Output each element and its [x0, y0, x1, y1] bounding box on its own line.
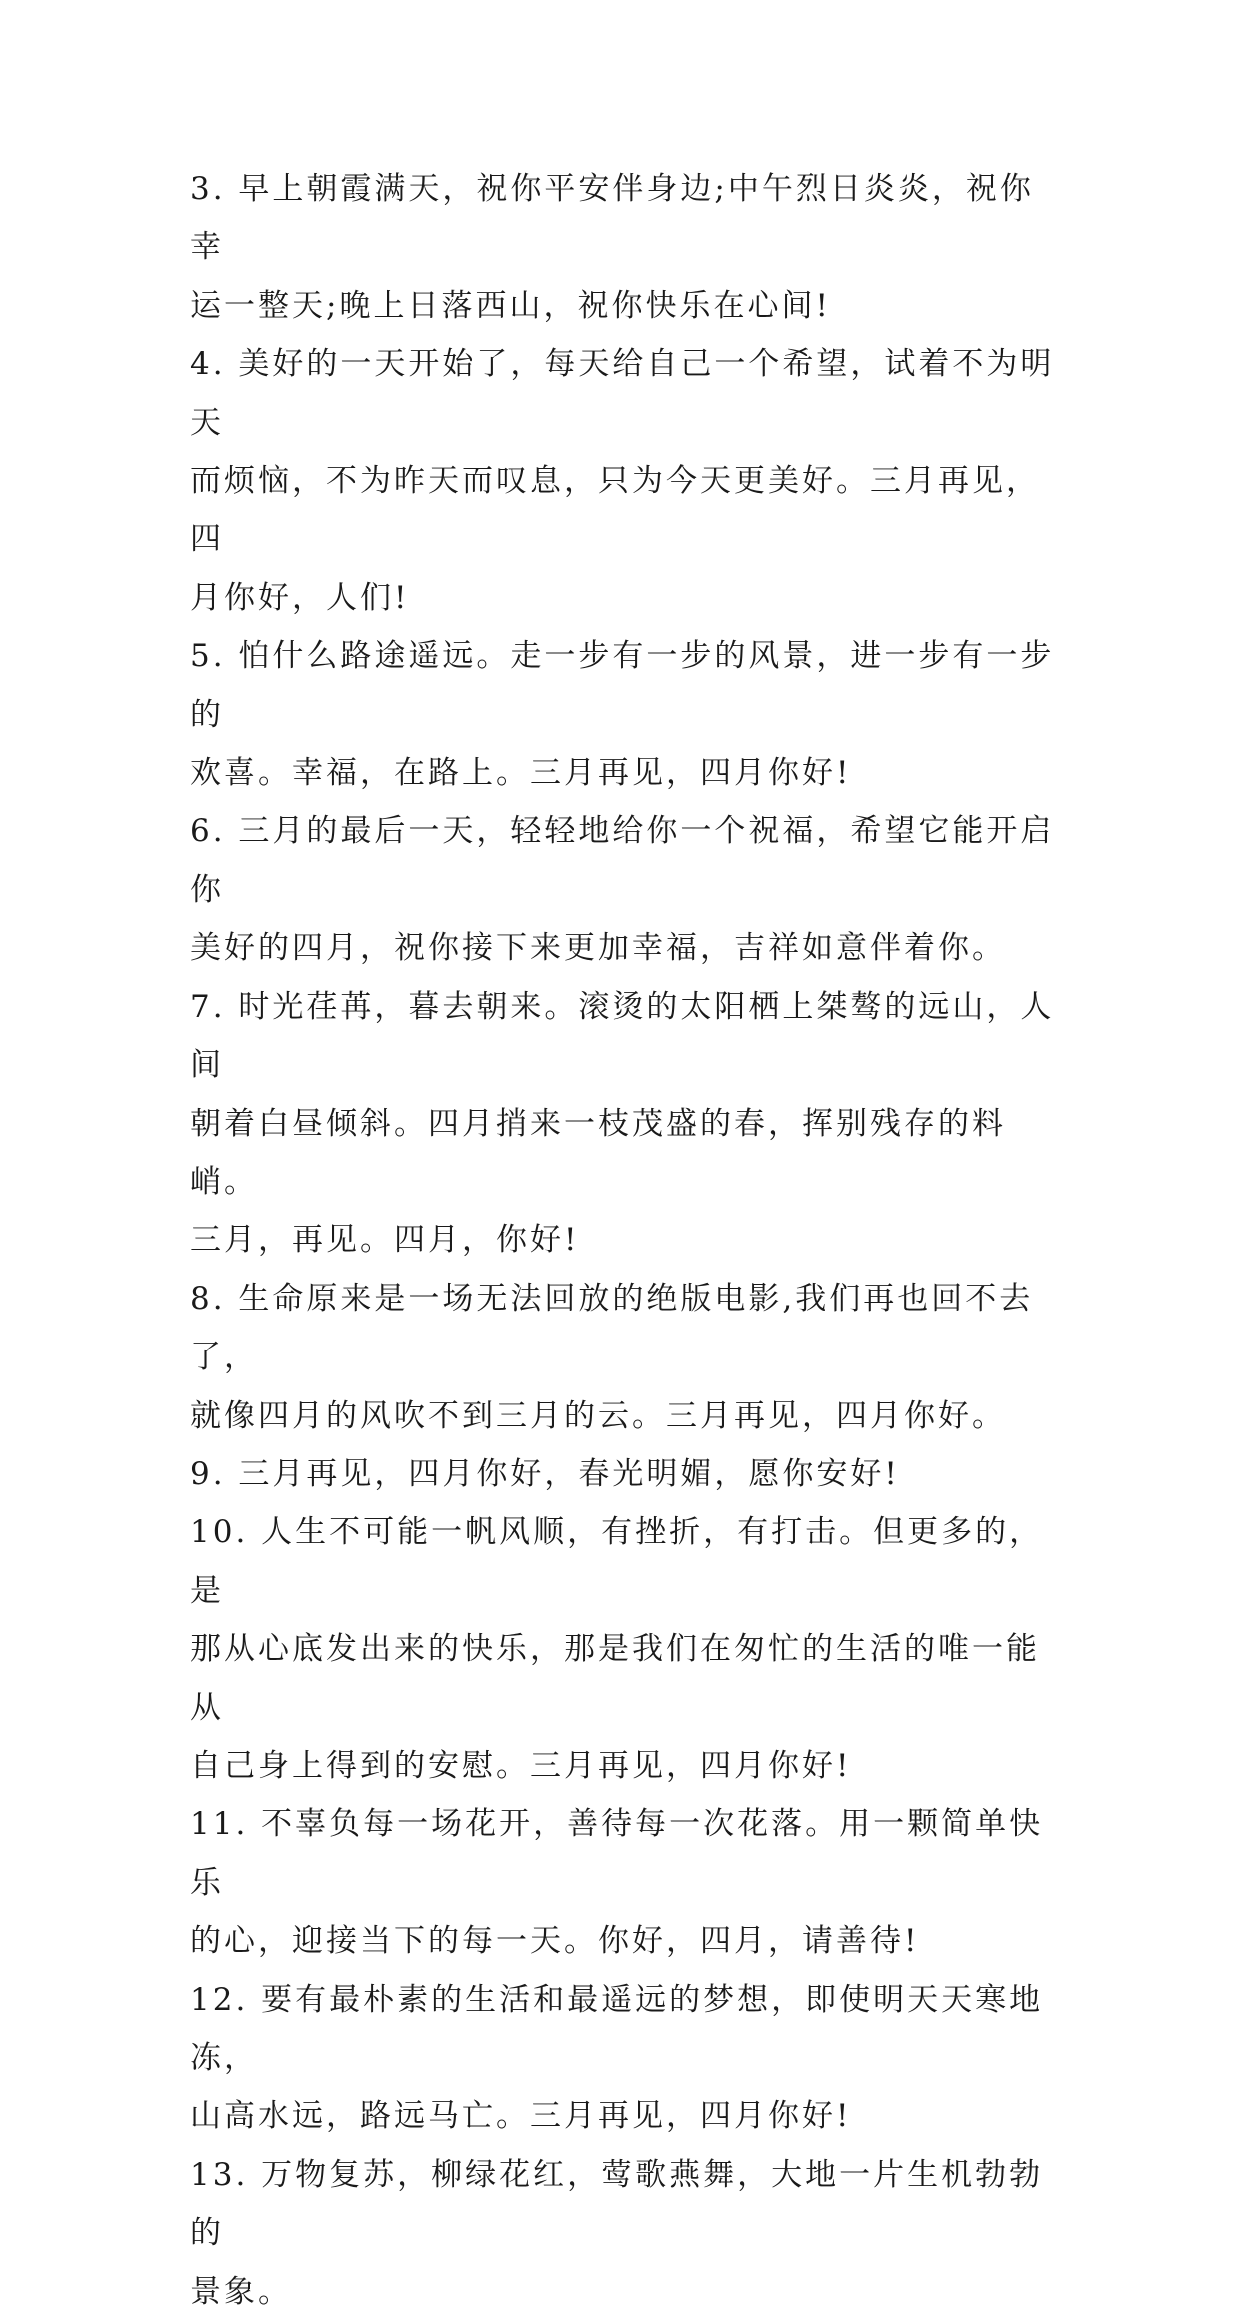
text-line: 月你好，人们! — [190, 579, 410, 616]
text-line: 美好的四月，祝你接下来更加幸福，吉祥如意伴着你。 — [190, 930, 1006, 967]
text-line: 8. 生命原来是一场无法回放的绝版电影,我们再也回不去了， — [190, 1280, 1034, 1376]
paragraph-8 — [190, 1503, 1060, 1795]
text-line: 7. 时光荏苒，暮去朝来。滚烫的太阳栖上桀骜的远山，人间 — [190, 988, 1055, 1084]
paragraph-5 — [190, 978, 1060, 1270]
text-line: 而烦恼，不为昨天而叹息，只为今天更美好。三月再见，四 — [190, 463, 1040, 558]
paragraph-9 — [190, 1795, 1060, 1970]
text-line: 景象。 — [190, 2273, 292, 2310]
paragraph-1 — [190, 160, 1060, 335]
document-body — [190, 160, 1060, 2321]
text-line: 山高水远，路远马亡。三月再见，四月你好! — [190, 2098, 852, 2135]
text-line: 11. 不辜负每一场花开，善待每一次花落。用一颗简单快乐 — [190, 1806, 1044, 1901]
text-line: 12. 要有最朴素的生活和最遥远的梦想，即使明天天寒地冻， — [190, 1981, 1044, 2076]
text-line: 10. 人生不可能一帆风顺，有挫折，有打击。但更多的，是 — [190, 1514, 1044, 1609]
paragraph-11 — [190, 2146, 1060, 2321]
text-line: 自己身上得到的安慰。三月再见，四月你好! — [190, 1747, 852, 1784]
text-line: 就像四月的风吹不到三月的云。三月再见，四月你好。 — [190, 1397, 1006, 1434]
text-line: 5. 怕什么路途遥远。走一步有一步的风景，进一步有一步的 — [190, 638, 1055, 733]
text-line: 欢喜。幸福，在路上。三月再见，四月你好! — [190, 755, 852, 792]
text-line: 13. 万物复苏，柳绿花红，莺歌燕舞，大地一片生机勃勃的 — [190, 2156, 1044, 2252]
paragraph-10 — [190, 1971, 1060, 2146]
text-line: 三月，再见。四月，你好! — [190, 1222, 580, 1259]
text-line: 4. 美好的一天开始了，每天给自己一个希望，试着不为明天 — [190, 346, 1055, 441]
paragraph-4 — [190, 802, 1060, 977]
text-line: 的心，迎接当下的每一天。你好，四月，请善待! — [190, 1923, 920, 1960]
text-line: 3. 早上朝霞满天，祝你平安伴身边;中午烈日炎炎，祝你幸 — [190, 171, 1034, 266]
text-line: 9. 三月再见，四月你好，春光明媚，愿你安好! — [190, 1455, 900, 1492]
paragraph-6 — [190, 1270, 1060, 1445]
paragraph-7 — [190, 1445, 1060, 1503]
text-line: 6. 三月的最后一天，轻轻地给你一个祝福，希望它能开启你 — [190, 813, 1055, 908]
paragraph-2 — [190, 335, 1060, 627]
text-line: 那从心底发出来的快乐，那是我们在匆忙的生活的唯一能从 — [190, 1631, 1040, 1726]
text-line: 朝着白昼倾斜。四月捎来一枝茂盛的春，挥别残存的料峭。 — [190, 1105, 1006, 1200]
paragraph-3 — [190, 627, 1060, 802]
text-line: 运一整天;晚上日落西山，祝你快乐在心间! — [190, 287, 831, 324]
